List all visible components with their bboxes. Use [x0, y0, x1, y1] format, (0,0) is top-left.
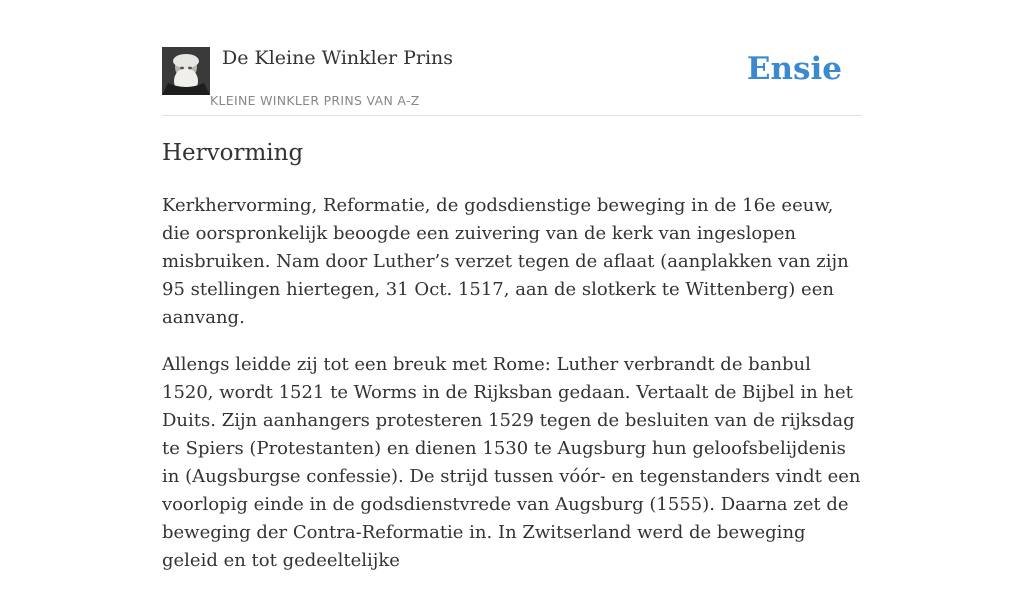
page-header [162, 44, 862, 116]
entry-paragraph: Allengs leidde zij tot een breuk met Rome: Luther verbrandt de banbul 1520, wordt 1521 te Worms in de Rijksban gedaan. Vertaalt de Bijbel in het Duits. Zijn aanhangers protesteren 1529 tegen de besluiten van de rijksdag te Spiers (Protestanten) en dienen 1530 te Augsburg hun geloofsbelijdenis in (Augsburgse confessie). De strijd tussen vóór- en tegenstanders vindt een voorlopig einde in de godsdienstvrede van Augsburg (1555). Daarna zet de beweging der Contra-Reformatie in. In Zwitserland werd de beweging geleid en tot gedeeltelijke [162, 354, 861, 571]
author-avatar[interactable] [162, 47, 210, 95]
book-subtitle[interactable]: KLEINE WINKLER PRINS VAN A-Z [210, 93, 420, 108]
entry-title: Hervorming [162, 140, 304, 166]
book-title[interactable]: De Kleine Winkler Prins [222, 47, 454, 69]
author-portrait-icon [162, 47, 210, 95]
entry-paragraph: Kerkhervorming, Reformatie, de godsdienstige beweging in de 16e eeuw, die oorspronkelijk beoogde een zuivering van de kerk van ingeslopen misbruiken. Nam door Luther’s verzet tegen de aflaat (aanplakken van zijn 95 stellingen hiertegen, 31 Oct. 1517, aan de slotkerk te Wittenberg) een aanvang. [162, 195, 849, 328]
entry-body [162, 192, 862, 594]
brand-logo[interactable]: Ensie [746, 51, 842, 87]
